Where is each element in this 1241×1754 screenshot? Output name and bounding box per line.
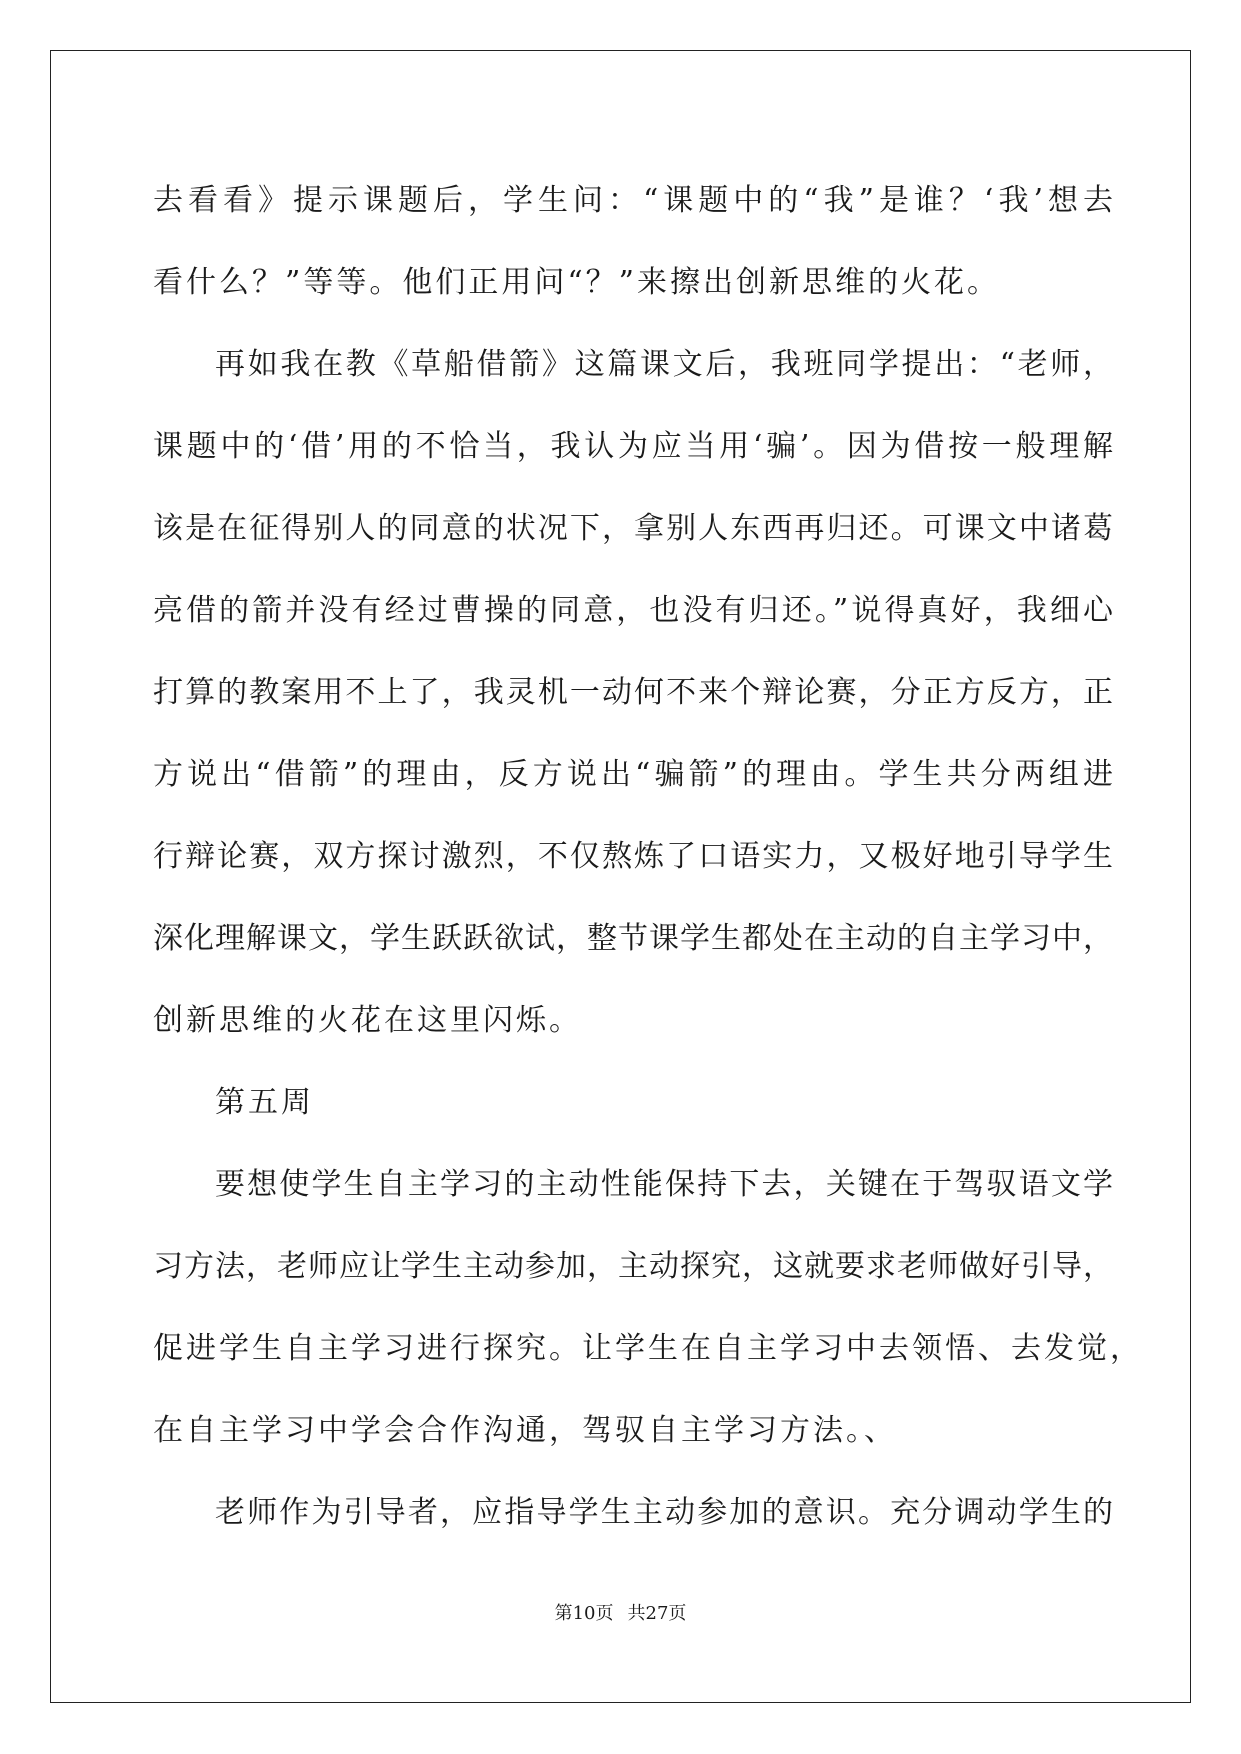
page-footer: [0, 1602, 1241, 1626]
text-line: 看什么？”等等。他们正用问“？”来擦出创新思维的火花。: [153, 265, 1001, 300]
page-total: 共27页: [627, 1603, 687, 1624]
text-line: 课题中的‘借’用的不恰当，我认为应当用‘骗’。因为借按一般理解: [153, 429, 1113, 464]
text-line: 行辩论赛，双方探讨激烈，不仅熬炼了口语实力，又极好地引导学生: [153, 839, 1113, 874]
text-line: 方说出“借箭”的理由，反方说出“骗箭”的理由。学生共分两组进: [153, 757, 1113, 792]
paragraph-start-line: 要想使学生自主学习的主动性能保持下去，关键在于驾驭语文学: [215, 1167, 1113, 1202]
text-line: 深化理解课文，学生跃跃欲试，整节课学生都处在主动的自主学习中，: [153, 921, 1113, 956]
text-line: 亮借的箭并没有经过曹操的同意，也没有归还。”说得真好，我细心: [153, 593, 1113, 628]
page-number: 第10页: [554, 1603, 614, 1624]
section-heading: 第五周: [215, 1085, 314, 1120]
text-line: 在自主学习中学会合作沟通，驾驭自主学习方法。、: [153, 1413, 897, 1448]
text-line: 习方法，老师应让学生主动参加，主动探究，这就要求老师做好引导，: [153, 1249, 1113, 1284]
text-line: 促进学生自主学习进行探究。让学生在自主学习中去领悟、去发觉，: [153, 1331, 1143, 1366]
text-line: 去看看》提示课题后，学生问：“课题中的“我”是谁？‘我’想去: [153, 183, 1113, 218]
paragraph-start-line: 老师作为引导者，应指导学生主动参加的意识。充分调动学生的: [215, 1495, 1113, 1530]
paragraph-start-line: 再如我在教《草船借箭》这篇课文后，我班同学提出：“老师，: [215, 347, 1113, 382]
text-line: 打算的教案用不上了，我灵机一动何不来个辩论赛，分正方反方，正: [153, 675, 1113, 710]
text-line: 该是在征得别人的同意的状况下，拿别人东西再归还。可课文中诸葛: [153, 511, 1113, 546]
text-line: 创新思维的火花在这里闪烁。: [153, 1003, 582, 1038]
document-body: [153, 160, 1143, 1554]
